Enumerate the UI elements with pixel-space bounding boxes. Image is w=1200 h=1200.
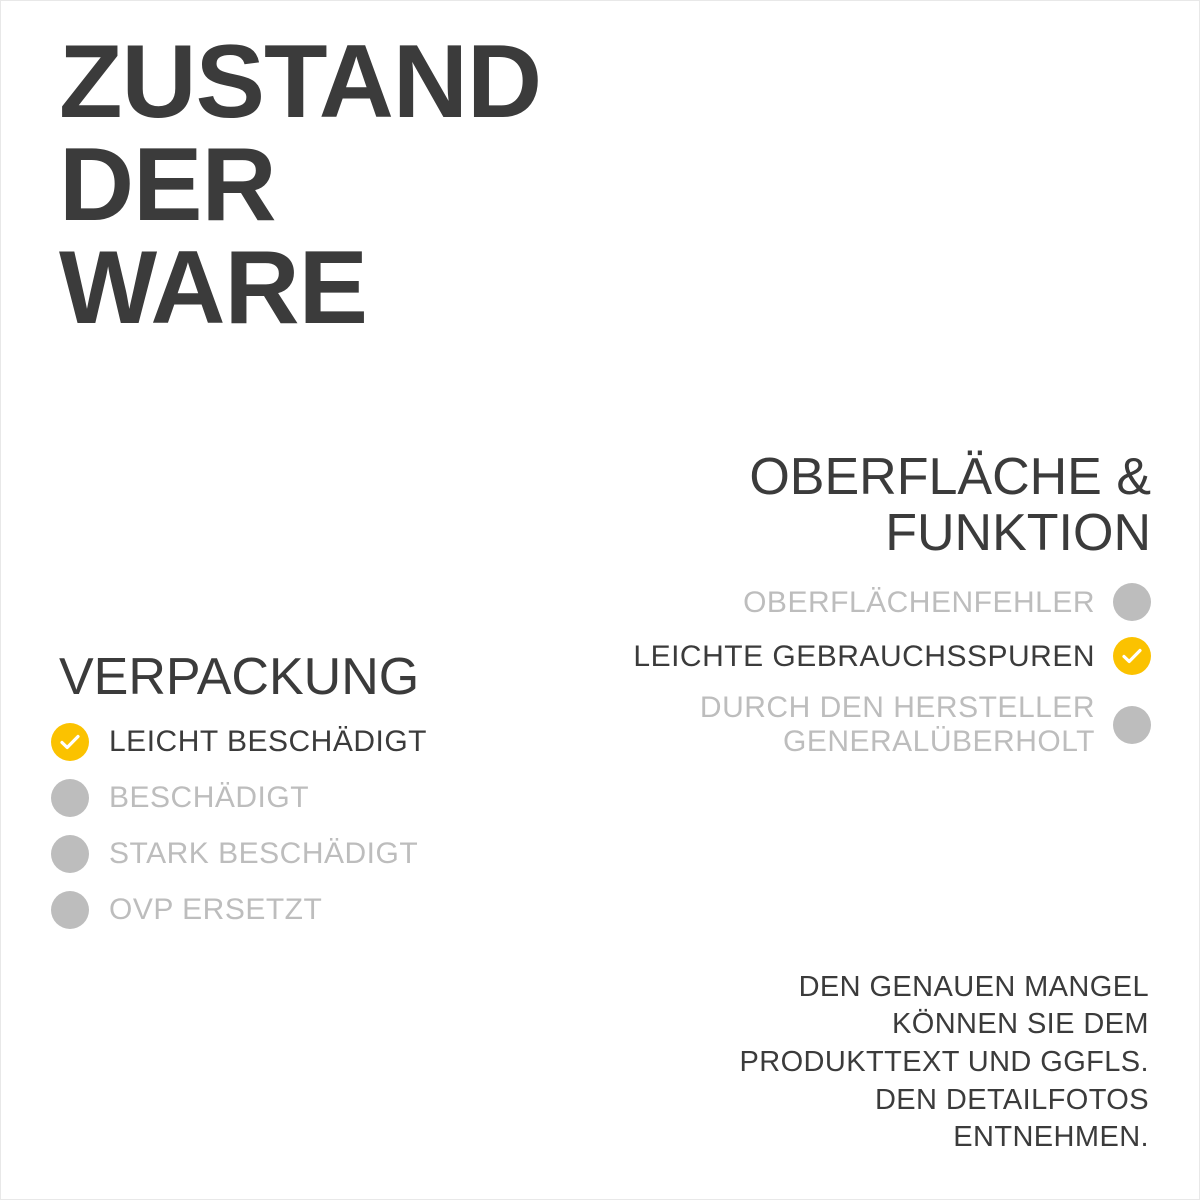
option-manufacturer-refurbished-label-line-1: DURCH DEN HERSTELLER [699, 691, 1095, 725]
page-title [59, 24, 759, 346]
option-manufacturer-refurbished-label-line-2: GENERALÜBERHOLT [782, 724, 1095, 758]
option-slightly-damaged[interactable] [51, 723, 571, 761]
option-heavily-damaged-label: STARK BESCHÄDIGT [109, 837, 419, 871]
radio-unselected-icon[interactable] [1113, 583, 1151, 621]
option-surface-defects[interactable] [511, 583, 1151, 621]
packaging-heading: VERPACKUNG [59, 648, 420, 706]
surface-function-heading-line-2: FUNKTION [885, 504, 1151, 563]
option-damaged-label: BESCHÄDIGT [109, 781, 310, 815]
option-light-usage-marks[interactable] [511, 637, 1151, 675]
radio-unselected-icon[interactable] [1113, 706, 1151, 744]
surface-function-heading-line-1: OBERFLÄCHE & [749, 448, 1151, 506]
radio-unselected-icon[interactable] [51, 779, 89, 817]
option-manufacturer-refurbished-label [700, 691, 1095, 758]
packaging-section [51, 649, 571, 929]
option-original-packaging-replaced[interactable] [51, 891, 571, 929]
checkmark-icon[interactable] [1113, 637, 1151, 675]
radio-unselected-icon[interactable] [51, 835, 89, 873]
option-light-usage-marks-label: LEICHTE GEBRAUCHSSPUREN [633, 639, 1095, 673]
checkmark-icon[interactable] [51, 723, 89, 761]
condition-info-graphic [1, 1, 1199, 1199]
footer-note [529, 969, 1149, 1157]
page-title-line-1: ZUSTAND [59, 24, 542, 140]
surface-function-heading [511, 449, 1151, 561]
option-original-packaging-replaced-label: OVP ERSETZT [109, 893, 323, 927]
option-slightly-damaged-label: LEICHT BESCHÄDIGT [109, 725, 428, 759]
radio-unselected-icon[interactable] [51, 891, 89, 929]
footer-note-line-3: PRODUKTTEXT UND GGFLS. [739, 1045, 1149, 1078]
footer-note-line-2: KÖNNEN SIE DEM [892, 1008, 1149, 1041]
option-manufacturer-refurbished[interactable] [511, 691, 1151, 758]
footer-note-line-1: DEN GENAUEN MANGEL [798, 970, 1149, 1003]
option-surface-defects-label: OBERFLÄCHENFEHLER [743, 585, 1095, 619]
page-title-line-3: WARE [59, 229, 367, 346]
surface-function-section [511, 449, 1151, 759]
footer-note-line-4: DEN DETAILFOTOS [874, 1083, 1149, 1116]
option-damaged[interactable] [51, 779, 571, 817]
footer-note-line-5: ENTNEHMEN. [953, 1121, 1149, 1154]
option-heavily-damaged[interactable] [51, 835, 571, 873]
page-title-line-2: DER [59, 126, 276, 243]
